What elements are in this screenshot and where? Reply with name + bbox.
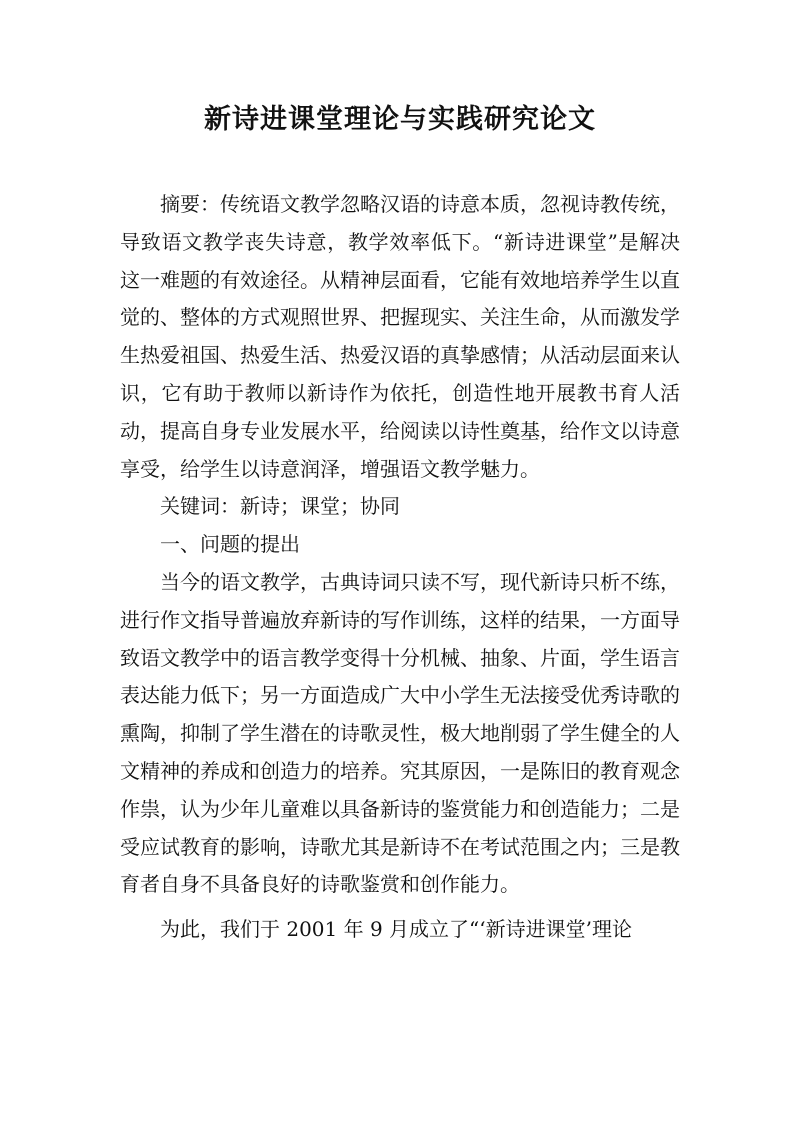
body-paragraph: 为此，我们于 2001 年 9 月成立了“‘新诗进课堂’理论 [160, 917, 632, 942]
section-heading: 一、问题的提出 [160, 532, 300, 557]
abstract-paragraph: 摘要：传统语文教学忽略汉语的诗意本质，忽视诗教传统，导致语文教学丧失诗意，教学效率低下。“新诗进课堂”是解决这一难题的有效途径。从精神层面看，它能有效地培养学生以直觉的、整体的方式观照世界、把握现实、关注生命，从而激发学生热爱祖国、热爱生活、热爱汉语的真挚感情；从活动层面来认识，它有助于教师以新诗作为依托，创造性地开展教书育人活动，提高自身专业发展水平，给阅读以诗性奠基，给作文以诗意享受，给学生以诗意润泽，增强语文教学魅力。 [120, 192, 680, 481]
keywords-paragraph: 关键词：新诗；课堂；协同 [160, 494, 400, 519]
document-title: 新诗进课堂理论与实践研究论文 [204, 104, 596, 135]
document-body [120, 186, 680, 949]
body-paragraph: 当今的语文教学，古典诗词只读不写，现代新诗只析不练，进行作文指导普遍放弃新诗的写作训练，这样的结果，一方面导致语文教学中的语言教学变得十分机械、抽象、片面，学生语言表达能力低下；另一方面造成广大中小学生无法接受优秀诗歌的熏陶，抑制了学生潜在的诗歌灵性，极大地削弱了学生健全的人文精神的养成和创造力的培养。究其原因，一是陈旧的教育观念作祟，认为少年儿童难以具备新诗的鉴赏能力和创造能力；二是受应试教育的影响，诗歌尤其是新诗不在考试范围之内；三是教育者自身不具备良好的诗歌鉴赏和创作能力。 [120, 569, 680, 897]
